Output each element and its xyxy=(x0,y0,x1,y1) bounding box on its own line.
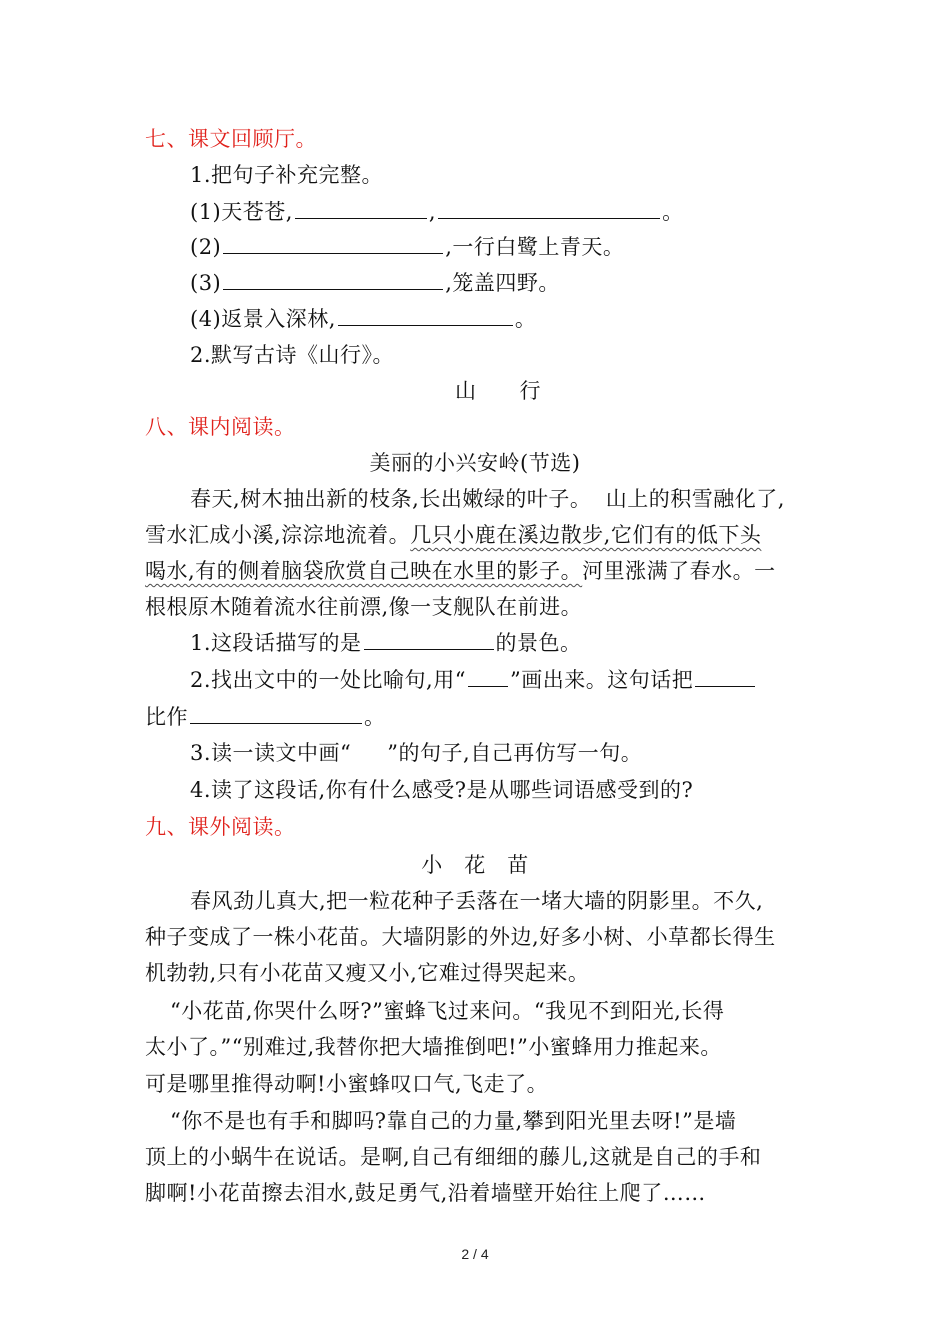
question-text: 的景色。 xyxy=(495,631,582,655)
question-text: ”画出来。这句话把 xyxy=(509,668,694,692)
story-line: 春风劲儿真大,把一粒花种子丢落在一堵大墙的阴影里。不久, xyxy=(190,889,764,913)
passage-line xyxy=(145,556,776,586)
question-text: 。 xyxy=(364,705,386,729)
answer-blank[interactable] xyxy=(438,198,660,219)
answer-blank[interactable] xyxy=(364,629,494,650)
question-text: 2.找出文中的一处比喻句,用“ xyxy=(190,668,466,692)
answer-blank[interactable] xyxy=(338,305,513,326)
answer-blank[interactable] xyxy=(295,198,427,219)
answer-blank[interactable] xyxy=(695,666,755,687)
question-8-1 xyxy=(190,628,582,658)
question-text: 3.读一读文中画“ xyxy=(190,741,352,765)
question-8-2-cont xyxy=(145,702,386,732)
story-line: 机勃勃,只有小花苗又瘦又小,它难过得哭起来。 xyxy=(145,961,590,985)
underline-sample xyxy=(468,666,508,687)
sentence-1 xyxy=(190,197,684,227)
section-9-title: 九、课外阅读。 xyxy=(145,815,296,839)
sentence-1-comma: , xyxy=(428,200,437,224)
page-number: 2 / 4 xyxy=(461,1246,489,1262)
question-8-2 xyxy=(190,665,757,695)
question-8-3 xyxy=(190,738,642,768)
wavy-underlined-sentence: 几只小鹿在溪边散步,它们有的低下头 xyxy=(410,523,762,547)
answer-blank[interactable] xyxy=(223,233,443,254)
section-7-title: 七、课文回顾厅。 xyxy=(145,127,317,151)
section-8-title: 八、课内阅读。 xyxy=(145,415,296,439)
passage-line xyxy=(145,520,761,550)
question-text: ”的句子,自己再仿写一句。 xyxy=(387,741,643,765)
story-line: “你不是也有手和脚吗?靠自己的力量,攀到阳光里去呀!”是墙 xyxy=(170,1109,737,1133)
story-line: 顶上的小蜗牛在说话。是啊,自己有细细的藤儿,这就是自己的手和 xyxy=(145,1145,762,1169)
sentence-4 xyxy=(190,304,536,334)
sentence-2 xyxy=(190,232,624,262)
passage-title: 美丽的小兴安岭(节选) xyxy=(369,451,581,475)
question-7-1: 1.把句子补充完整。 xyxy=(190,163,384,187)
wavy-line-sample xyxy=(351,738,387,768)
sentence-3 xyxy=(190,268,560,298)
wavy-underlined-sentence: 喝水,有的侧着脑袋欣赏自己映在水里的影子。 xyxy=(145,559,583,583)
story-line: 可是哪里推得动啊!小蜜蜂叹口气,飞走了。 xyxy=(145,1072,549,1096)
sentence-3-end: ,笼盖四野。 xyxy=(445,271,560,295)
sentence-4-start: (4)返景入深林, xyxy=(190,307,336,331)
sentence-1-start: (1)天苍苍, xyxy=(190,200,293,224)
story-line: 太小了。”“别难过,我替你把大墙推倒吧!”小蜜蜂用力推起来。 xyxy=(145,1035,722,1059)
sentence-4-end: 。 xyxy=(514,307,537,331)
sentence-2-start: (2) xyxy=(190,235,222,259)
question-7-2: 2.默写古诗《山行》。 xyxy=(190,343,395,367)
question-text: 1.这段话描写的是 xyxy=(190,631,362,655)
poem-title: 山 行 xyxy=(455,379,542,403)
story-line: 种子变成了一株小花苗。大墙阴影的外边,好多小树、小草都长得生 xyxy=(145,925,776,949)
story-line: 脚啊!小花苗擦去泪水,鼓足勇气,沿着墙壁开始往上爬了…… xyxy=(145,1181,706,1205)
passage-line: 春天,树木抽出新的枝条,长出嫩绿的叶子。 山上的积雪融化了, xyxy=(190,487,785,511)
passage-line: 根根原木随着流水往前漂,像一支舰队在前进。 xyxy=(145,595,583,619)
passage-text: 河里涨满了春水。一 xyxy=(582,559,776,583)
answer-blank[interactable] xyxy=(190,703,362,724)
story-title: 小 花 苗 xyxy=(421,853,529,877)
sentence-3-start: (3) xyxy=(190,271,222,295)
sentence-1-end: 。 xyxy=(662,200,684,224)
answer-blank[interactable] xyxy=(223,269,443,290)
question-text: 比作 xyxy=(145,705,188,729)
question-8-4: 4.读了这段话,你有什么感受?是从哪些词语感受到的? xyxy=(190,778,694,802)
story-line: “小花苗,你哭什么呀?”蜜蜂飞过来问。“我见不到阳光,长得 xyxy=(170,999,725,1023)
passage-text: 雪水汇成小溪,淙淙地流着。 xyxy=(145,523,411,547)
sentence-2-end: ,一行白鹭上青天。 xyxy=(445,235,625,259)
